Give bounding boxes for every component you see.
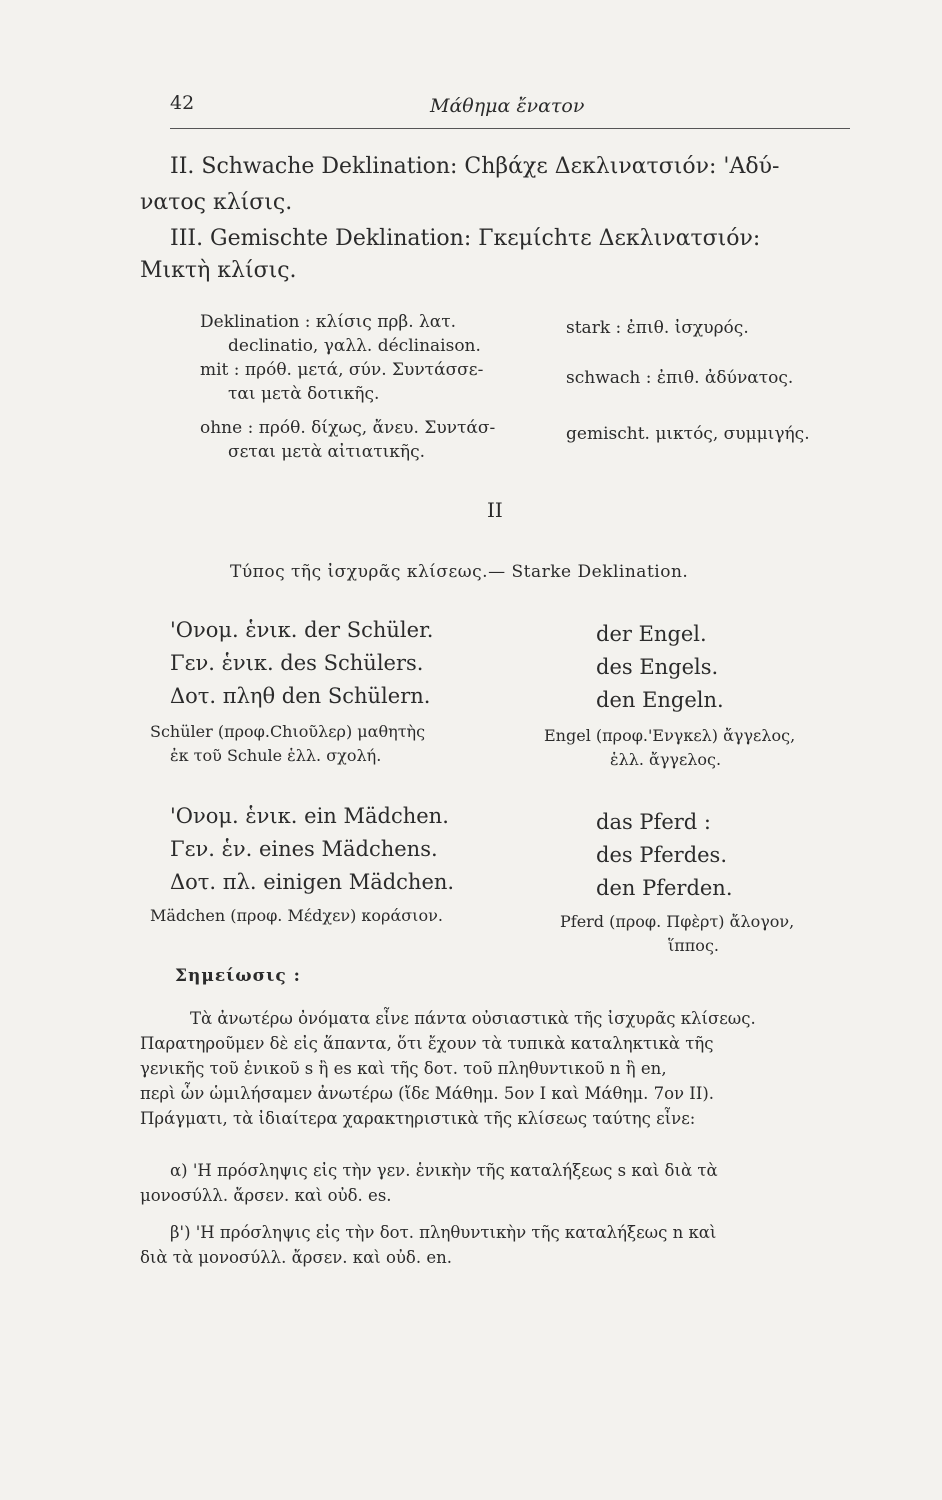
block1-right-dative: den Engeln. bbox=[596, 688, 724, 712]
glossary-right-2: schwach : ἐπιθ. ἀδύνατος. bbox=[566, 368, 794, 388]
block2-right-genitive: des Pferdes. bbox=[596, 843, 728, 867]
block1-left bbox=[170, 614, 433, 713]
block2-left-nominative: 'Ονομ. ἑνικ. ein Mädchen. bbox=[170, 804, 449, 828]
block1-right-note-line-2: ἑλλ. ἄγγελος. bbox=[610, 750, 722, 769]
glossary-left-5: ohne : πρόθ. δίχως, ἄνευ. Συντάσ- bbox=[200, 418, 496, 438]
running-title: Μάθημα ἔνατον bbox=[430, 95, 585, 117]
block1-right-nominative: der Engel. bbox=[596, 622, 707, 646]
item-b-line-2: διὰ τὰ μονοσύλλ. ἄρσεν. καὶ οὐδ. en. bbox=[140, 1248, 452, 1268]
block2-right-nominative: das Pferd : bbox=[596, 810, 711, 834]
block1-right-note bbox=[544, 724, 795, 772]
page-number: 42 bbox=[170, 92, 195, 114]
block1-right-note-line-1: Engel (προφ.'Ενγκελ) ἄγγελος, bbox=[544, 726, 796, 745]
block2-left-note-line-1: Mädchen (προφ. Μέdχεν) κοράσιον. bbox=[150, 906, 443, 925]
type-heading: Τύπος τῆς ἰσχυρᾶς κλίσεως.— Starke Deklination. bbox=[230, 562, 689, 582]
remark-line-1: Τὰ ἀνωτέρω ὀνόματα εἶνε πάντα οὐσιαστικὰ τῆς ἰσχυρᾶς κλίσεως. bbox=[190, 1009, 756, 1028]
block2-left bbox=[170, 800, 454, 899]
remark-body bbox=[140, 1006, 830, 1131]
glossary-right-3: gemischt. μικτός, συμμιγής. bbox=[566, 424, 810, 444]
item-b bbox=[140, 1220, 830, 1270]
glossary-left-2: declinatio, γαλλ. déclinaison. bbox=[228, 336, 481, 356]
block1-left-dative: Δοτ. πληθ den Schülern. bbox=[170, 684, 431, 708]
remark-line-3: γενικῆς τοῦ ἑνικοῦ s ἢ es καὶ τῆς δοτ. τοῦ πληθυντικοῦ n ἢ en, bbox=[140, 1059, 667, 1079]
block1-left-note-line-2: ἐκ τοῦ Schule ἑλλ. σχολή. bbox=[170, 746, 382, 765]
section-number: II bbox=[487, 498, 503, 522]
block1-right-genitive: des Engels. bbox=[596, 655, 719, 679]
block2-left-genitive: Γεν. ἑν. eines Mädchens. bbox=[170, 837, 438, 861]
glossary-left-4: ται μετὰ δοτικῆς. bbox=[228, 384, 380, 404]
header-rule bbox=[170, 128, 850, 129]
block2-right-note-line-1: Pferd (προφ. Πφὲρτ) ἄλογον, bbox=[560, 912, 795, 931]
block2-left-dative: Δοτ. πλ. einigen Mädchen. bbox=[170, 870, 455, 894]
glossary-right-1: stark : ἐπιθ. ἰσχυρός. bbox=[566, 318, 749, 338]
intro-line-2: νατος κλίσις. bbox=[140, 190, 293, 215]
block2-left-note bbox=[150, 904, 443, 928]
item-a-line-2: μονοσύλλ. ἄρσεν. καὶ οὐδ. es. bbox=[140, 1186, 392, 1206]
block1-left-note-line-1: Schüler (προφ.Chιοῦλερ) μαθητὴς bbox=[150, 722, 426, 741]
glossary-left-6: σεται μετὰ αἰτιατικῆς. bbox=[228, 442, 426, 462]
remark-line-4: περὶ ὧν ὡμιλήσαμεν ἀνωτέρω (ἴδε Μάθημ. 5ον I καὶ Μάθημ. 7ον II). bbox=[140, 1084, 715, 1104]
remark-line-5: Πράγματι, τὰ ἰδιαίτερα χαρακτηριστικὰ τῆς κλίσεως ταύτης εἶνε: bbox=[140, 1109, 696, 1129]
remark-heading: Σημείωσις : bbox=[175, 966, 301, 986]
block1-left-genitive: Γεν. ἑνικ. des Schülers. bbox=[170, 651, 424, 675]
block2-right-note bbox=[560, 910, 794, 958]
item-b-line-1: β') 'Η πρόσληψις εἰς τὴν δοτ. πληθυντικὴν τῆς καταλήξεως n καὶ bbox=[170, 1223, 717, 1242]
intro-line-3: III. Gemischte Deklination: Γκεμίchτε Δεκλινατσιόν: bbox=[170, 226, 761, 251]
block2-right-dative: den Pferden. bbox=[596, 876, 733, 900]
block2-right bbox=[596, 806, 733, 905]
glossary-left-1: Deklination : κλίσις πρβ. λατ. bbox=[200, 312, 457, 332]
block1-left-note bbox=[150, 720, 425, 768]
block2-right-note-line-2: ἵππος. bbox=[668, 936, 719, 955]
block1-right bbox=[596, 618, 724, 717]
block1-left-nominative: 'Ονομ. ἑνικ. der Schüler. bbox=[170, 618, 434, 642]
item-a bbox=[140, 1158, 830, 1208]
item-a-line-1: α) 'Η πρόσληψις εἰς τὴν γεν. ἑνικὴν τῆς καταλήξεως s καὶ διὰ τὰ bbox=[170, 1161, 718, 1180]
glossary-left-3: mit : πρόθ. μετά, σύν. Συντάσσε- bbox=[200, 360, 484, 380]
intro-line-1: II. Schwache Deklination: Chβάχε Δεκλινατσιόν: 'Αδύ- bbox=[170, 154, 780, 179]
remark-line-2: Παρατηροῦμεν δὲ εἰς ἅπαντα, ὅτι ἔχουν τὰ τυπικὰ καταληκτικὰ τῆς bbox=[140, 1034, 714, 1054]
intro-line-4: Μικτὴ κλίσις. bbox=[140, 258, 297, 283]
